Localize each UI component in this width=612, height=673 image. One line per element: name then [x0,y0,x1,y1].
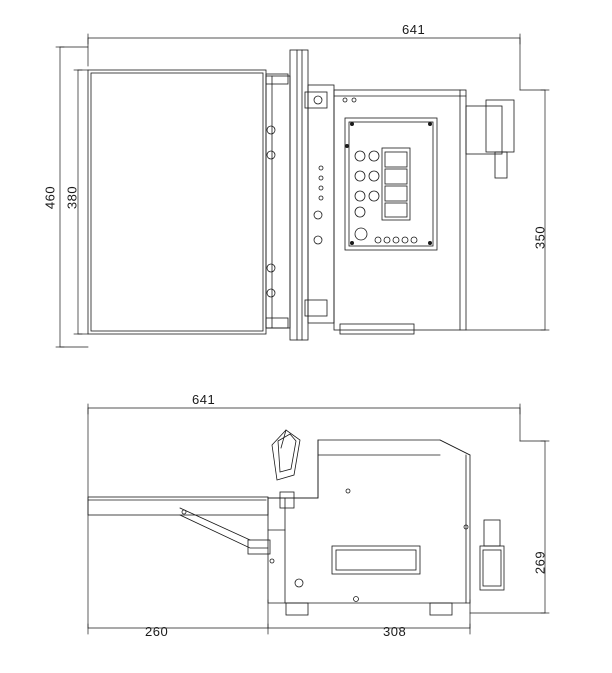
dim-label-side-right-height: 269 [532,550,548,575]
dim-label-side-left-segment: 260 [145,624,169,639]
dim-label-top-height-outer: 460 [42,185,58,210]
dim-label-top-height-inner: 380 [64,185,80,210]
dim-label-side-right-segment: 308 [383,624,407,639]
dim-label-side-width: 641 [192,392,216,407]
dim-label-top-width: 641 [402,22,426,37]
dim-label-top-right-height: 350 [532,225,548,250]
